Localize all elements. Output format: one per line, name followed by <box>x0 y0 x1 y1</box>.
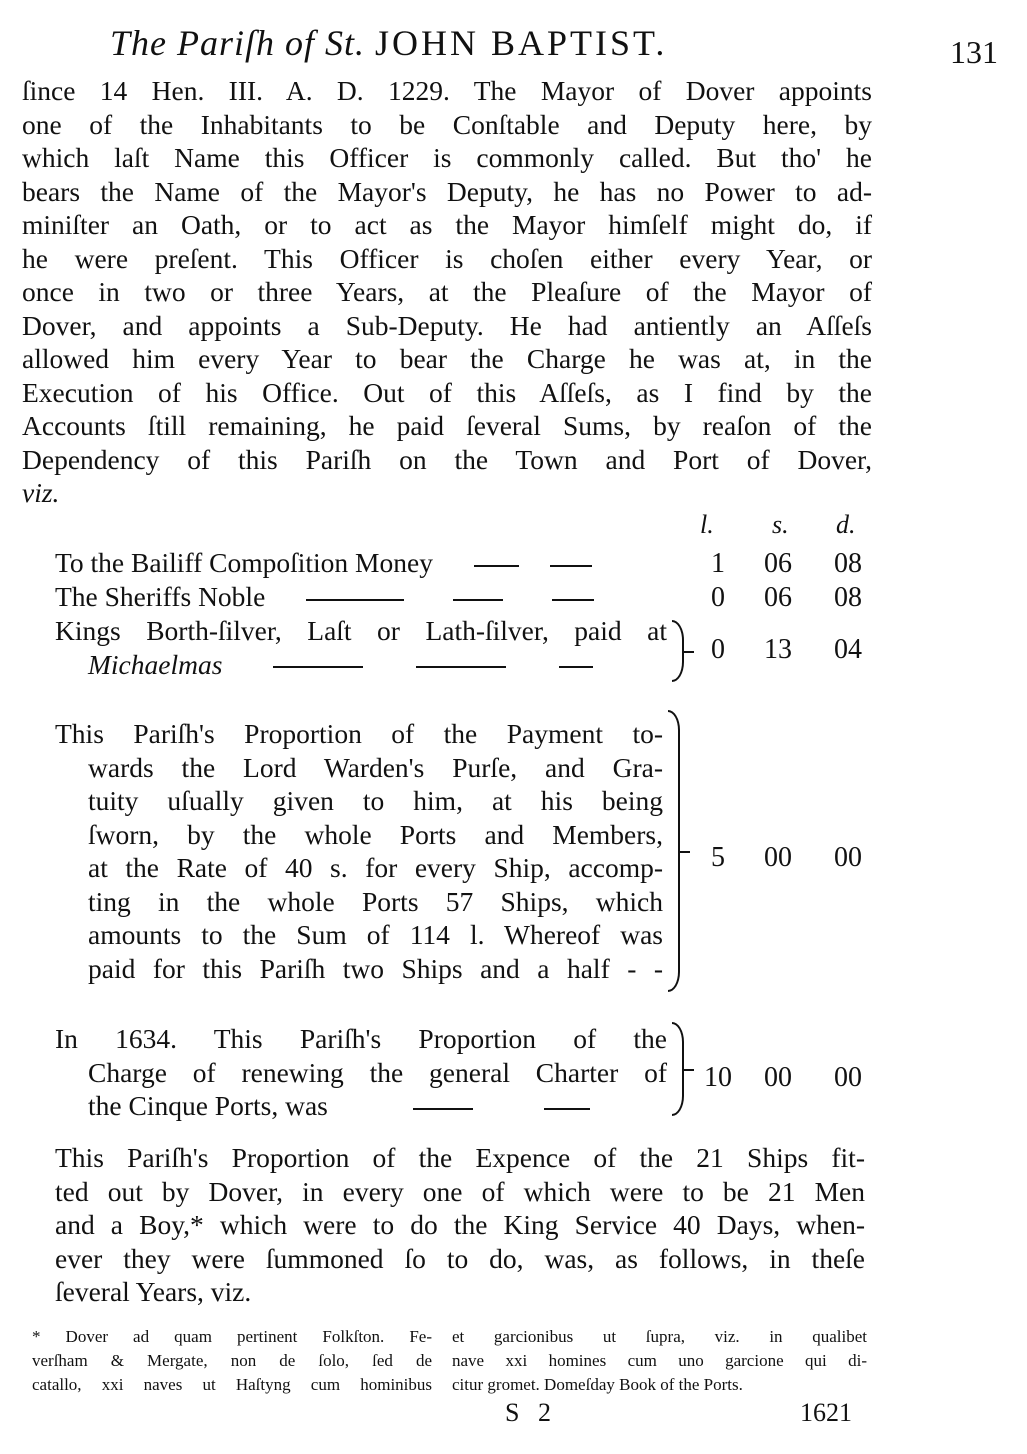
text-line: ever they were ſummoned ſo to do, was, as follows, in theſe <box>55 1242 865 1274</box>
footnote-left-column <box>32 1325 432 1397</box>
leader-dash <box>453 599 503 601</box>
item-line: paid for this Pariſh two Ships and a half - - <box>88 952 663 984</box>
column-head-pence: d. <box>836 510 856 539</box>
running-title-caps: JOHN BAPTIST. <box>375 23 668 63</box>
item-line: Kings Borth-ſilver, Laſt or Lath-ſilver, paid at <box>55 615 667 646</box>
text-line: ſince 14 Hen. III. A. D. 1229. The Mayor of Dover appoints <box>22 75 872 106</box>
amount-pence: 00 <box>834 842 862 873</box>
amount-shillings: 06 <box>764 582 792 613</box>
column-head-pounds: l. <box>700 510 714 539</box>
leader-dash <box>474 565 519 567</box>
amount-pounds: 10 <box>704 1062 732 1093</box>
footnote-line: * Dover ad quam pertinent Folkſton. Fe- <box>32 1327 432 1346</box>
item-text: To the Bailiff Compoſition Money <box>55 547 433 578</box>
catchword: 1621 <box>800 1398 852 1427</box>
item-line: at the Rate of 40 s. for every Ship, accomp- <box>88 852 663 883</box>
text-line: Accounts ſtill remaining, he paid ſeveral Sums, by reaſon of the <box>22 410 872 441</box>
closing-paragraph <box>55 1141 865 1309</box>
item-line: This Pariſh's Proportion of the Payment to- <box>55 718 663 749</box>
brace <box>668 710 680 992</box>
text-line: one of the Inhabitants to be Conſtable and Deputy here, by <box>22 108 872 140</box>
item-line <box>55 546 695 580</box>
footnote-right-column <box>452 1325 867 1397</box>
text-line: he were preſent. This Officer is choſen either every Year, or <box>22 242 872 274</box>
account-item <box>55 614 667 681</box>
main-paragraph <box>22 74 872 510</box>
text-line: once in two or three Years, at the Pleaſure of the Mayor of <box>22 276 872 307</box>
footnote-line: catallo, xxi naves ut Haſtyng cum hominibus <box>32 1375 432 1394</box>
leader-dash <box>552 599 594 601</box>
item-text: the Cinque Ports, was <box>88 1090 328 1121</box>
item-line: Charge of renewing the general Charter of <box>88 1056 667 1088</box>
text-line: bears the Name of the Mayor's Deputy, he has no Power to ad- <box>22 175 872 207</box>
account-item <box>55 580 695 614</box>
amount-pence: 04 <box>834 634 862 665</box>
text-line: miniſter an Oath, or to act as the Mayor himſelf might do, if <box>22 209 872 240</box>
brace <box>672 620 684 682</box>
text-line: which laſt Name this Officer is commonly called. But tho' he <box>22 142 872 173</box>
item-line: In 1634. This Pariſh's Proportion of the <box>55 1023 667 1054</box>
amount-shillings: 00 <box>764 842 792 873</box>
page-number: 131 <box>950 34 998 70</box>
item-line: wards the Lord Warden's Purſe, and Gra- <box>88 751 663 783</box>
text-line: allowed him every Year to bear the Charge he was at, in the <box>22 343 872 374</box>
text-line: viz. <box>22 477 60 508</box>
column-head-shillings: s. <box>772 510 789 539</box>
account-item <box>55 546 695 580</box>
item-line <box>55 648 667 682</box>
amount-pounds: 1 <box>711 548 725 579</box>
footnote-line: nave xxi homines cum uno garcione qui di- <box>452 1351 867 1370</box>
amount-pence: 00 <box>834 1062 862 1093</box>
running-title <box>110 22 667 64</box>
amount-pence: 08 <box>834 548 862 579</box>
text-line: and a Boy,* which were to do the King Service 40 Days, when- <box>55 1209 865 1240</box>
account-item <box>55 717 663 985</box>
signature-mark: S 2 <box>505 1398 557 1427</box>
text-line: Dependency of this Pariſh on the Town and Port of Dover, <box>22 443 872 475</box>
leader-dash <box>559 666 593 668</box>
leader-dash <box>306 599 404 601</box>
leader-dash <box>550 565 592 567</box>
item-line: ting in the whole Ports 57 Ships, which <box>88 885 663 917</box>
item-line: amounts to the Sum of 114 l. Whereof was <box>88 919 663 950</box>
amount-pounds: 5 <box>711 842 725 873</box>
page-footer <box>0 1398 1027 1438</box>
leader-dash <box>273 666 363 668</box>
item-text: Michaelmas <box>88 648 223 680</box>
amount-pence: 08 <box>834 582 862 613</box>
item-text: The Sheriffs Noble <box>55 581 266 612</box>
running-title-italic: The Pariſh of St. <box>110 23 366 63</box>
footnote-line: et garcionibus ut ſupra, viz. in qualibet <box>452 1327 867 1346</box>
brace <box>672 1022 684 1116</box>
leader-dash <box>413 1108 473 1110</box>
item-line <box>55 580 695 614</box>
text-line: This Pariſh's Proportion of the Expence of the 21 Ships fit- <box>55 1142 865 1173</box>
leader-dash <box>544 1108 590 1110</box>
amount-shillings: 00 <box>764 1062 792 1093</box>
amount-pounds: 0 <box>711 582 725 613</box>
text-line: ſeveral Years, viz. <box>55 1276 252 1307</box>
item-line: tuity uſually given to him, at his being <box>88 785 663 816</box>
footnote-line: citur gromet. Domeſday Book of the Ports. <box>452 1375 743 1394</box>
account-item <box>55 1022 667 1123</box>
text-line: ted out by Dover, in every one of which were to be 21 Men <box>55 1175 865 1207</box>
leader-dash <box>416 666 506 668</box>
item-line <box>55 1089 667 1123</box>
text-line: Dover, and appoints a Sub-Deputy. He had antiently an Aſſeſs <box>22 309 872 341</box>
page-header <box>0 14 1027 74</box>
amount-pounds: 0 <box>711 634 725 665</box>
item-line: ſworn, by the whole Ports and Members, <box>88 818 663 850</box>
footnote-line: verſham & Mergate, non de ſolo, ſed de <box>32 1351 432 1370</box>
amount-shillings: 06 <box>764 548 792 579</box>
amount-shillings: 13 <box>764 634 792 665</box>
text-line: Execution of his Office. Out of this Aſſeſs, as I find by the <box>22 376 872 408</box>
